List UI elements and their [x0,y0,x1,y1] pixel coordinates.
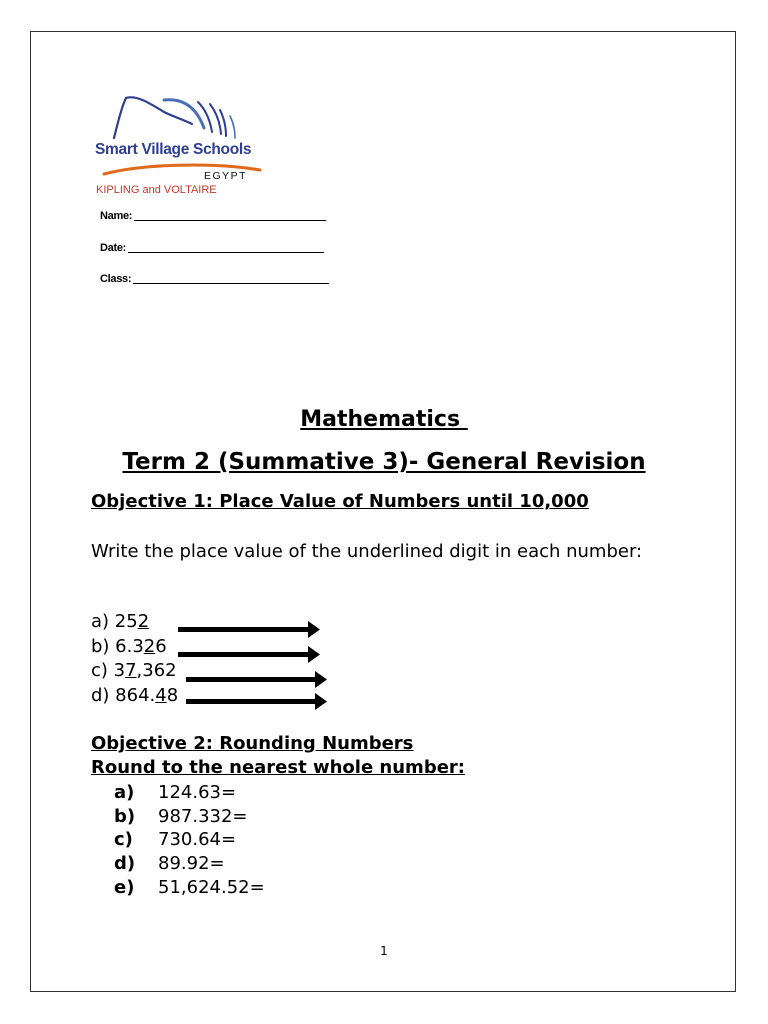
country-label: EGYPT [204,170,248,182]
rounding-item-letter: a) [114,782,135,803]
rounding-item-letter: b) [114,806,136,827]
rounding-item-value: 730.64= [158,829,237,850]
item-prefix: d) 864. [91,685,156,706]
rounding-item-letter: d) [114,853,136,874]
objective2-instruction: Round to the nearest whole number: [91,757,465,778]
rounding-item-letter: e) [114,877,135,898]
item-prefix: b) 6.3 [91,636,144,657]
underlined-digit: 7 [125,660,137,681]
place-value-item [91,611,149,632]
school-logo [92,92,282,202]
class-label: Class: [100,273,132,285]
underlined-digit: 2 [137,611,150,632]
rounding-item-letter: c) [114,829,133,850]
place-value-item [91,685,178,706]
item-prefix: a) 25 [91,611,138,632]
underlined-digit: 2 [143,636,156,657]
right-arrow-icon [178,620,323,640]
page-number: 1 [380,944,388,958]
date-label: Date: [100,242,127,254]
name-line [134,219,326,221]
right-arrow-icon [186,692,331,712]
place-value-item [91,660,177,681]
objective1-instruction: Write the place value of the underlined digit in each number: [91,541,643,562]
underlined-digit: 4 [155,685,167,706]
name-label: Name: [100,210,133,222]
page-title: Mathematics [300,407,468,432]
right-arrow-icon [186,670,331,690]
page-subtitle: Term 2 (Summative 3)- General Revision [122,449,646,475]
item-suffix: 6 [155,636,167,657]
class-line [133,282,329,284]
name-field [100,210,326,222]
swoosh-icon [92,160,282,180]
campus-label: KIPLING and VOLTAIRE [96,184,217,196]
rounding-item-value: 89.92= [158,853,225,874]
rounding-item-value: 987.332= [158,806,248,827]
objective2-heading: Objective 2: Rounding Numbers [91,733,414,754]
rounding-item-value: 124.63= [158,782,237,803]
right-arrow-icon [178,645,323,665]
item-prefix: c) 3 [91,660,126,681]
rounding-item-value: 51,624.52= [158,877,265,898]
date-field [100,242,324,254]
item-suffix: ,362 [136,660,177,681]
place-value-item [91,636,167,657]
item-suffix: 8 [166,685,179,706]
date-line [128,251,324,253]
class-field [100,273,329,285]
objective1-heading: Objective 1: Place Value of Numbers until 10,000 [91,491,589,512]
school-name: Smart Village Schools [95,141,252,158]
